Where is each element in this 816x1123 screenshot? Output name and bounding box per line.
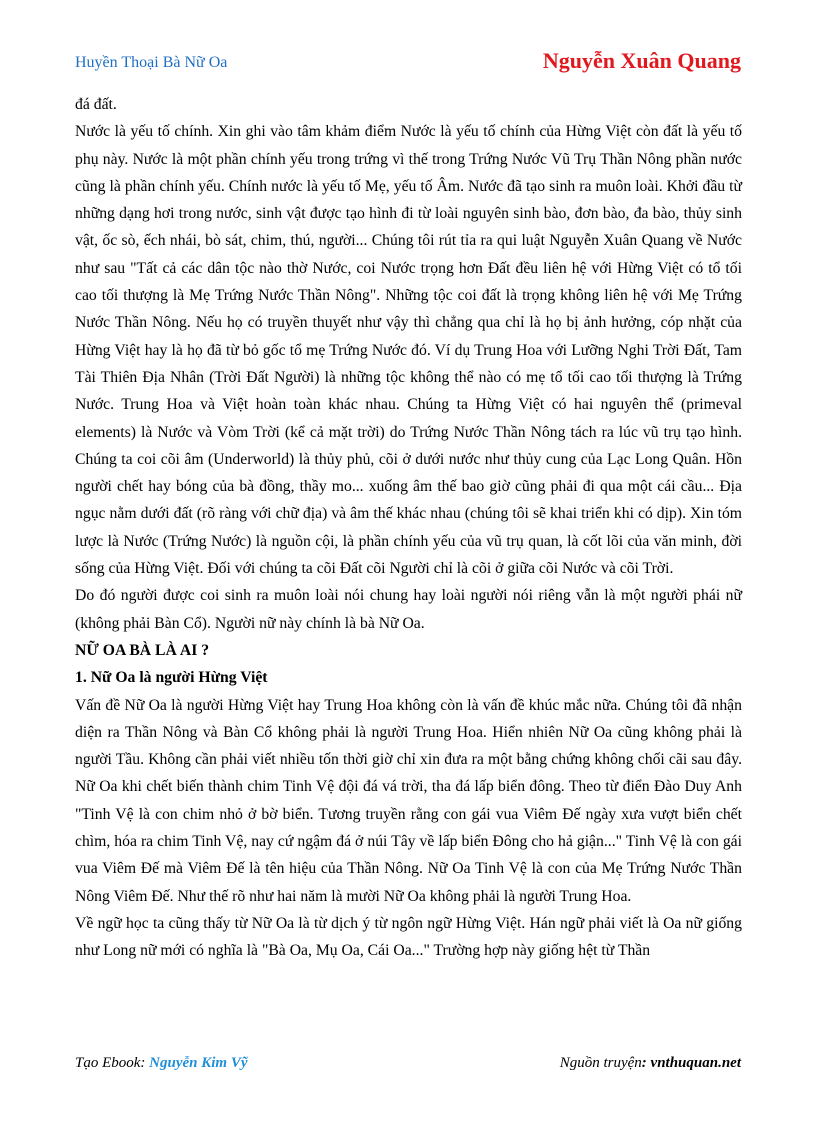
ebook-creator-name: Nguyễn Kim Vỹ	[149, 1055, 248, 1071]
ebook-credit	[75, 1055, 248, 1072]
author-name: Nguyễn Xuân Quang	[542, 48, 741, 73]
source-credit	[560, 1055, 741, 1072]
subsection-heading: 1. Nữ Oa là người Hừng Việt	[75, 669, 268, 687]
paragraph-water: Nước là yếu tố chính. Xin ghi vào tâm khảm điểm Nước là yếu tố chính của Hừng Việt còn đất là yếu tố phụ này. Nước là một phần chính yếu trong trứng vì thế trong Trứng Nước Vũ Trụ Thần Nông phần nước cũng là phần chính yếu. Chính nước là yếu tố Mẹ, yếu tố Âm. Nước đã tạo sinh ra muôn loài. Khởi đầu từ những dạng hơi trong nước, sinh vật được tạo hình đi từ loài nguyên sinh bào, đơn bào, đa bào, thủy sinh vật, ốc sò, ếch nhái, bò sát, chim, thú, người... Chúng tôi rút tỉa ra qui luật Nguyễn Xuân Quang về Nước như sau "Tất cả các dân tộc nào thờ Nước, coi Nước trọng hơn Đất đều liên hệ với Hừng Việt có tổ tối cao tối thượng là Mẹ Trứng Nước Thần Nông". Những tộc coi đất là trọng không liên hệ với Mẹ Trứng Nước Thần Nông. Nếu họ có truyền thuyết như vậy thì chẳng qua chỉ là họ bị ảnh hưởng, cóp nhặt của Hừng Việt hay là họ đã từ bỏ gốc tổ mẹ Trứng Nước đó. Ví dụ Trung Hoa với Lưỡng Nghi Trời Đất, Tam Tài Thiên Địa Nhân (Trời Đất Người) là những tộc không thể nào có mẹ tổ tối cao tối thượng là Trứng Nước. Trung Hoa và Việt hoàn toàn khác nhau. Chúng ta Hừng Việt có hai nguyên thể (primeval elements) là Nước và Vòm Trời (kể cả mặt trời) do Trứng Nước Thần Nông tách ra lúc vũ trụ tạo hình. Chúng ta coi cõi âm (Underworld) là thủy phủ, cõi ở dưới nước như thủy cung của Lạc Long Quân. Hồn người chết hay bóng của bà đồng, thầy mo... xuống âm thế bao giờ cũng phải đi qua một cái cầu... Địa ngục nằm dưới đất (rõ ràng với chữ địa) và âm thế khác nhau (chúng tôi sẽ khai triển khi có dịp). Xin tóm lược là Nước (Trứng Nước) là nguồn cội, là phần chính yếu của vũ trụ quan, là cốt lõi của văn minh, đời sống của Hừng Việt. Đối với chúng ta cõi Đất cõi Người chỉ là cõi ở giữa cõi Nước và cõi Trời.	[75, 123, 742, 578]
paragraph-identity: Vấn đề Nữ Oa là người Hừng Việt hay Trung Hoa không còn là vấn đề khúc mắc nữa. Chúng tôi đã nhận diện ra Thần Nông và Bàn Cổ không phải là người Trung Hoa. Hiển nhiên Nữ Oa cũng không phải là người Tầu. Không cần phải viết nhiều tốn thời giờ chỉ xin đưa ra một bằng chứng không chối cãi sau đây. Nữ Oa khi chết biến thành chim Tinh Vệ đội đá vá trời, tha đá lấp biển đông. Theo từ điển Đào Duy Anh "Tinh Vệ là con chim nhỏ ở bờ biển. Tương truyền rằng con gái vua Viêm Đế ngày xưa vượt biển chết chìm, hóa ra chim Tinh Vệ, nay cứ ngậm đá ở núi Tây về lấp biển Đông cho hả giận..." Tinh Vệ là con gái vua Viêm Đế mà Viêm Đế là tên hiệu của Thần Nông. Nữ Oa Tinh Vệ là con của Mẹ Trứng Nước Thần Nông Viêm Đế. Như thế rõ như hai năm là mười Nữ Oa không phải là người Trung Hoa.	[75, 696, 742, 905]
page-content	[75, 91, 742, 965]
ebook-credit-separator: :	[140, 1055, 150, 1071]
source-site-link[interactable]: vnthuquan.net	[650, 1055, 741, 1071]
page-header	[75, 48, 741, 80]
paragraph-linguistics: Về ngữ học ta cũng thấy từ Nữ Oa là từ dịch ý từ ngôn ngữ Hừng Việt. Hán ngữ phải viết là Oa nữ giống như Long nữ mới có nghĩa là "Bà Oa, Mụ Oa, Cái Oa..." Trường hợp này giống hệt từ Thần	[75, 914, 742, 960]
section-heading: NỮ OA BÀ LÀ AI ?	[75, 641, 210, 659]
ebook-credit-label: Tạo Ebook	[75, 1055, 141, 1071]
book-title: Huyền Thoại Bà Nữ Oa	[75, 54, 228, 71]
paragraph-nu-oa-origin: Do đó người được coi sinh ra muôn loài nói chung hay loài người nói riêng vẫn là một người phái nữ (không phải Bàn Cổ). Người nữ này chính là bà Nữ Oa.	[75, 587, 742, 632]
source-credit-label: Nguồn truyện	[559, 1055, 642, 1071]
paragraph-continuation: đá đất.	[75, 96, 117, 113]
source-credit-separator: :	[641, 1055, 651, 1071]
